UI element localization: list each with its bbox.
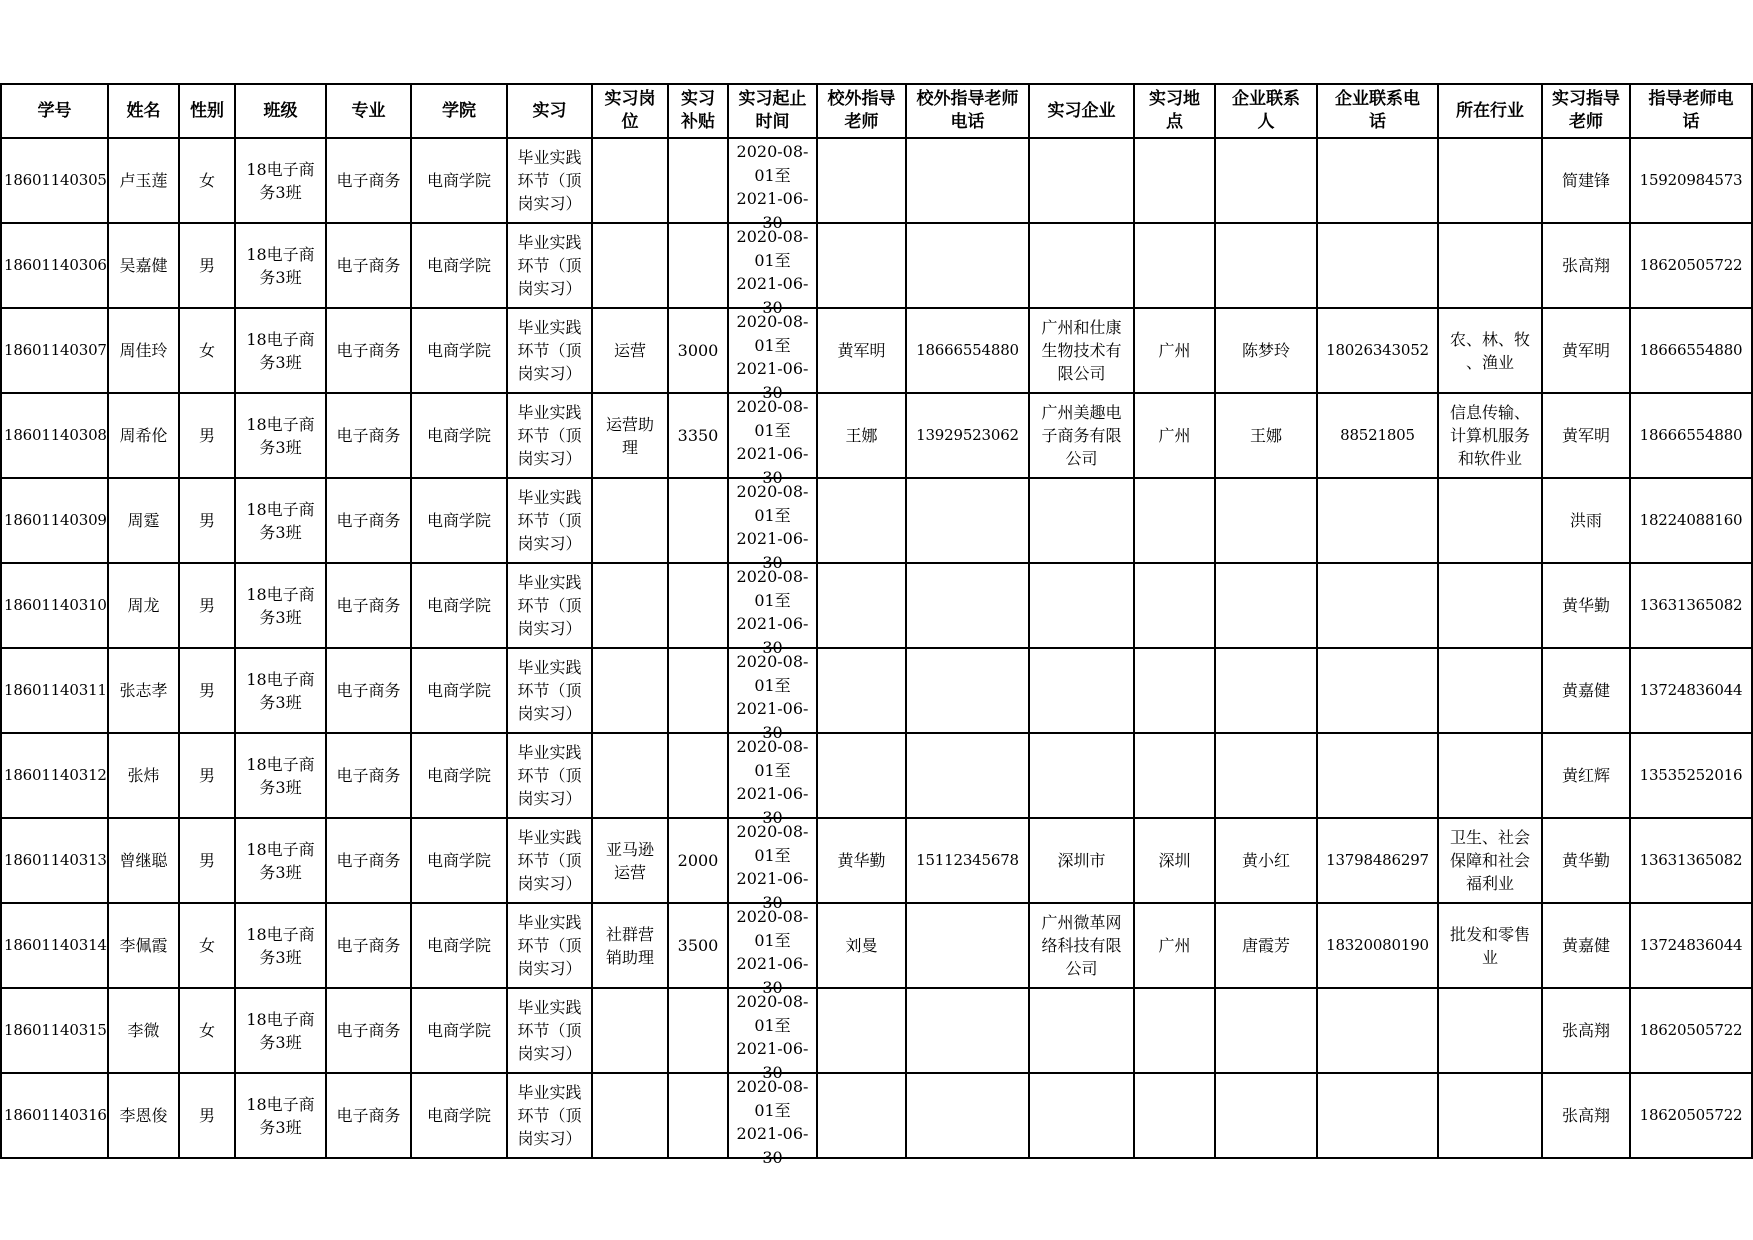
cell-external-mentor-phone: 13929523062 — [906, 393, 1029, 478]
cell-company — [1029, 988, 1134, 1073]
header-internship: 实习 — [507, 84, 592, 138]
cell-student-id: 18601140306 — [1, 223, 108, 308]
cell-industry: 信息传输、 计算机服务 和软件业 — [1438, 393, 1542, 478]
cell-advisor: 黄嘉健 — [1542, 648, 1630, 733]
cell-industry — [1438, 1073, 1542, 1158]
cell-period — [728, 733, 817, 827]
cell-advisor: 黄嘉健 — [1542, 903, 1630, 988]
cell-college: 电商学院 — [411, 478, 507, 563]
cell-external-mentor: 王娜 — [817, 393, 906, 478]
cell-company-contact — [1215, 733, 1317, 818]
cell-company-phone — [1317, 648, 1438, 733]
cell-class: 18电子商 务3班 — [235, 818, 326, 903]
cell-external-mentor — [817, 988, 906, 1073]
cell-location — [1134, 733, 1215, 818]
cell-company-phone: 18026343052 — [1317, 308, 1438, 393]
cell-company-contact — [1215, 1073, 1317, 1158]
header-subsidy: 实习 补贴 — [668, 84, 728, 138]
cell-company-phone: 13798486297 — [1317, 818, 1438, 903]
cell-internship: 毕业实践 环节（顶 岗实习） — [507, 733, 592, 818]
header-gender: 性别 — [179, 84, 235, 138]
cell-student-id: 18601140307 — [1, 308, 108, 393]
cell-period — [728, 308, 817, 402]
cell-company-contact — [1215, 138, 1317, 223]
period-text: 2020-08- 01至 2021-06- 30 — [736, 397, 809, 487]
cell-college: 电商学院 — [411, 563, 507, 648]
cell-industry: 批发和零售 业 — [1438, 903, 1542, 988]
cell-company-contact — [1215, 563, 1317, 648]
cell-gender: 男 — [179, 818, 235, 903]
cell-company-contact: 黄小红 — [1215, 818, 1317, 903]
header-college: 学院 — [411, 84, 507, 138]
cell-company-phone — [1317, 223, 1438, 308]
cell-advisor: 黄军明 — [1542, 308, 1630, 393]
cell-gender: 女 — [179, 138, 235, 223]
cell-subsidy: 3000 — [668, 308, 728, 393]
cell-company-contact — [1215, 223, 1317, 308]
cell-location — [1134, 478, 1215, 563]
cell-subsidy — [668, 1073, 728, 1158]
internship-sheet — [0, 83, 1753, 1167]
cell-company-contact — [1215, 988, 1317, 1073]
cell-student-id: 18601140310 — [1, 563, 108, 648]
period-text: 2020-08- 01至 2021-06- 30 — [736, 567, 809, 657]
cell-subsidy — [668, 563, 728, 648]
cell-period — [728, 903, 817, 997]
cell-subsidy — [668, 138, 728, 223]
period-text: 2020-08- 01至 2021-06- 30 — [736, 652, 809, 742]
cell-external-mentor-phone: 15112345678 — [906, 818, 1029, 903]
period-text: 2020-08- 01至 2021-06- 30 — [736, 142, 809, 232]
period-text: 2020-08- 01至 2021-06- 30 — [736, 482, 809, 572]
cell-company — [1029, 648, 1134, 733]
period-text: 2020-08- 01至 2021-06- 30 — [736, 1077, 809, 1167]
cell-external-mentor — [817, 648, 906, 733]
cell-company — [1029, 478, 1134, 563]
header-company-contact: 企业联系 人 — [1215, 84, 1317, 138]
cell-internship: 毕业实践 环节（顶 岗实习） — [507, 223, 592, 308]
cell-name: 周霆 — [108, 478, 179, 563]
header-location: 实习地 点 — [1134, 84, 1215, 138]
cell-external-mentor-phone — [906, 988, 1029, 1073]
header-external-mentor: 校外指导 老师 — [817, 84, 906, 138]
cell-period — [728, 478, 817, 572]
cell-advisor-phone: 18224088160 — [1630, 478, 1752, 563]
cell-external-mentor-phone — [906, 223, 1029, 308]
table-row — [1, 1073, 1752, 1158]
cell-location: 广州 — [1134, 308, 1215, 393]
cell-name: 张炜 — [108, 733, 179, 818]
cell-industry: 农、林、牧 、渔业 — [1438, 308, 1542, 393]
cell-student-id: 18601140312 — [1, 733, 108, 818]
cell-internship: 毕业实践 环节（顶 岗实习） — [507, 308, 592, 393]
cell-industry — [1438, 733, 1542, 818]
cell-class: 18电子商 务3班 — [235, 393, 326, 478]
cell-student-id: 18601140315 — [1, 988, 108, 1073]
cell-name: 李恩俊 — [108, 1073, 179, 1158]
cell-position — [592, 648, 668, 733]
cell-advisor: 黄军明 — [1542, 393, 1630, 478]
cell-major: 电子商务 — [326, 138, 411, 223]
cell-name: 周希伦 — [108, 393, 179, 478]
cell-class: 18电子商 务3班 — [235, 478, 326, 563]
cell-gender: 男 — [179, 478, 235, 563]
table-body — [1, 138, 1752, 1167]
cell-position: 亚马逊 运营 — [592, 818, 668, 903]
cell-period — [728, 563, 817, 657]
cell-college: 电商学院 — [411, 648, 507, 733]
cell-external-mentor — [817, 733, 906, 818]
cell-name: 周佳玲 — [108, 308, 179, 393]
cell-class: 18电子商 务3班 — [235, 223, 326, 308]
cell-class: 18电子商 务3班 — [235, 138, 326, 223]
cell-major: 电子商务 — [326, 478, 411, 563]
header-major: 专业 — [326, 84, 411, 138]
cell-advisor-phone: 18620505722 — [1630, 1073, 1752, 1158]
cell-advisor-phone: 18620505722 — [1630, 988, 1752, 1073]
cell-location — [1134, 648, 1215, 733]
cell-external-mentor-phone — [906, 648, 1029, 733]
cell-gender: 男 — [179, 223, 235, 308]
cell-name: 李佩霞 — [108, 903, 179, 988]
cell-college: 电商学院 — [411, 1073, 507, 1158]
table-row — [1, 818, 1752, 903]
cell-advisor: 洪雨 — [1542, 478, 1630, 563]
cell-advisor: 黄华勤 — [1542, 818, 1630, 903]
cell-internship: 毕业实践 环节（顶 岗实习） — [507, 903, 592, 988]
header-position: 实习岗 位 — [592, 84, 668, 138]
cell-company — [1029, 223, 1134, 308]
cell-company-contact: 唐霞芳 — [1215, 903, 1317, 988]
cell-student-id: 18601140308 — [1, 393, 108, 478]
cell-name: 曾继聪 — [108, 818, 179, 903]
cell-company-phone: 88521805 — [1317, 393, 1438, 478]
cell-major: 电子商务 — [326, 988, 411, 1073]
cell-gender: 女 — [179, 988, 235, 1073]
cell-period — [728, 648, 817, 742]
cell-external-mentor-phone — [906, 733, 1029, 818]
cell-location — [1134, 223, 1215, 308]
cell-major: 电子商务 — [326, 648, 411, 733]
cell-period — [728, 988, 817, 1082]
table-row — [1, 478, 1752, 563]
cell-college: 电商学院 — [411, 393, 507, 478]
table-row — [1, 223, 1752, 308]
cell-industry — [1438, 988, 1542, 1073]
cell-external-mentor-phone — [906, 903, 1029, 988]
cell-advisor: 黄华勤 — [1542, 563, 1630, 648]
cell-external-mentor — [817, 223, 906, 308]
table-row — [1, 733, 1752, 818]
header-name: 姓名 — [108, 84, 179, 138]
period-text: 2020-08- 01至 2021-06- 30 — [736, 737, 809, 827]
cell-position: 运营 — [592, 308, 668, 393]
cell-major: 电子商务 — [326, 223, 411, 308]
cell-advisor: 黄红辉 — [1542, 733, 1630, 818]
cell-location: 广州 — [1134, 393, 1215, 478]
header-class: 班级 — [235, 84, 326, 138]
cell-class: 18电子商 务3班 — [235, 733, 326, 818]
cell-period — [728, 223, 817, 317]
cell-college: 电商学院 — [411, 308, 507, 393]
internship-table — [0, 83, 1753, 1167]
table-row — [1, 903, 1752, 988]
cell-company-contact — [1215, 478, 1317, 563]
cell-name: 吴嘉健 — [108, 223, 179, 308]
header-row — [1, 84, 1752, 138]
cell-advisor: 张高翔 — [1542, 1073, 1630, 1158]
cell-industry: 卫生、社会 保障和社会 福利业 — [1438, 818, 1542, 903]
cell-company-contact: 王娜 — [1215, 393, 1317, 478]
cell-company-phone — [1317, 478, 1438, 563]
cell-position: 社群营 销助理 — [592, 903, 668, 988]
cell-gender: 男 — [179, 648, 235, 733]
header-company: 实习企业 — [1029, 84, 1134, 138]
period-text: 2020-08- 01至 2021-06- 30 — [736, 227, 809, 317]
cell-location: 广州 — [1134, 903, 1215, 988]
table-row — [1, 138, 1752, 223]
cell-advisor-phone: 18666554880 — [1630, 393, 1752, 478]
cell-location — [1134, 988, 1215, 1073]
cell-position — [592, 1073, 668, 1158]
cell-gender: 女 — [179, 903, 235, 988]
cell-advisor-phone: 13631365082 — [1630, 563, 1752, 648]
cell-company: 广州和仕康 生物技术有 限公司 — [1029, 308, 1134, 393]
table-row — [1, 393, 1752, 478]
cell-position — [592, 223, 668, 308]
cell-major: 电子商务 — [326, 1073, 411, 1158]
header-industry: 所在行业 — [1438, 84, 1542, 138]
cell-period — [728, 1073, 817, 1167]
cell-subsidy — [668, 733, 728, 818]
cell-external-mentor — [817, 563, 906, 648]
cell-external-mentor-phone — [906, 1073, 1029, 1158]
cell-internship: 毕业实践 环节（顶 岗实习） — [507, 138, 592, 223]
cell-position — [592, 733, 668, 818]
cell-college: 电商学院 — [411, 138, 507, 223]
cell-major: 电子商务 — [326, 733, 411, 818]
cell-internship: 毕业实践 环节（顶 岗实习） — [507, 393, 592, 478]
cell-name: 周龙 — [108, 563, 179, 648]
cell-location — [1134, 1073, 1215, 1158]
cell-location — [1134, 138, 1215, 223]
cell-external-mentor-phone: 18666554880 — [906, 308, 1029, 393]
cell-gender: 男 — [179, 733, 235, 818]
cell-period — [728, 393, 817, 487]
cell-external-mentor: 刘曼 — [817, 903, 906, 988]
table-row — [1, 308, 1752, 393]
cell-company — [1029, 563, 1134, 648]
cell-advisor-phone: 15920984573 — [1630, 138, 1752, 223]
cell-advisor: 张高翔 — [1542, 988, 1630, 1073]
cell-major: 电子商务 — [326, 903, 411, 988]
period-text: 2020-08- 01至 2021-06- 30 — [736, 312, 809, 402]
cell-company-phone — [1317, 138, 1438, 223]
cell-class: 18电子商 务3班 — [235, 648, 326, 733]
cell-student-id: 18601140313 — [1, 818, 108, 903]
cell-external-mentor: 黄军明 — [817, 308, 906, 393]
cell-college: 电商学院 — [411, 223, 507, 308]
cell-industry — [1438, 563, 1542, 648]
cell-company-phone — [1317, 563, 1438, 648]
cell-company-phone — [1317, 988, 1438, 1073]
cell-industry — [1438, 223, 1542, 308]
cell-position — [592, 478, 668, 563]
header-period: 实习起止 时间 — [728, 84, 817, 138]
cell-internship: 毕业实践 环节（顶 岗实习） — [507, 563, 592, 648]
cell-company: 广州美趣电 子商务有限 公司 — [1029, 393, 1134, 478]
cell-name: 李微 — [108, 988, 179, 1073]
cell-student-id: 18601140309 — [1, 478, 108, 563]
cell-external-mentor — [817, 138, 906, 223]
header-student-id: 学号 — [1, 84, 108, 138]
cell-company — [1029, 733, 1134, 818]
cell-major: 电子商务 — [326, 393, 411, 478]
cell-advisor-phone: 18620505722 — [1630, 223, 1752, 308]
header-advisor: 实习指导 老师 — [1542, 84, 1630, 138]
cell-location: 深圳 — [1134, 818, 1215, 903]
cell-student-id: 18601140311 — [1, 648, 108, 733]
cell-student-id: 18601140316 — [1, 1073, 108, 1158]
cell-gender: 男 — [179, 393, 235, 478]
cell-name: 卢玉莲 — [108, 138, 179, 223]
header-external-mentor-phone: 校外指导老师 电话 — [906, 84, 1029, 138]
cell-position: 运营助 理 — [592, 393, 668, 478]
cell-subsidy — [668, 988, 728, 1073]
cell-external-mentor-phone — [906, 478, 1029, 563]
cell-subsidy: 2000 — [668, 818, 728, 903]
cell-internship: 毕业实践 环节（顶 岗实习） — [507, 1073, 592, 1158]
cell-industry — [1438, 648, 1542, 733]
cell-advisor-phone: 13724836044 — [1630, 648, 1752, 733]
cell-class: 18电子商 务3班 — [235, 563, 326, 648]
cell-major: 电子商务 — [326, 563, 411, 648]
cell-gender: 女 — [179, 308, 235, 393]
cell-class: 18电子商 务3班 — [235, 903, 326, 988]
cell-student-id: 18601140305 — [1, 138, 108, 223]
cell-period — [728, 138, 817, 232]
cell-company — [1029, 138, 1134, 223]
cell-subsidy — [668, 648, 728, 733]
cell-class: 18电子商 务3班 — [235, 308, 326, 393]
cell-advisor-phone: 13535252016 — [1630, 733, 1752, 818]
cell-external-mentor — [817, 478, 906, 563]
header-advisor-phone: 指导老师电 话 — [1630, 84, 1752, 138]
cell-name: 张志孝 — [108, 648, 179, 733]
table-row — [1, 563, 1752, 648]
cell-subsidy — [668, 478, 728, 563]
cell-company — [1029, 1073, 1134, 1158]
cell-period — [728, 818, 817, 912]
cell-gender: 男 — [179, 1073, 235, 1158]
cell-college: 电商学院 — [411, 818, 507, 903]
cell-college: 电商学院 — [411, 903, 507, 988]
cell-company-contact: 陈梦玲 — [1215, 308, 1317, 393]
cell-subsidy — [668, 223, 728, 308]
cell-internship: 毕业实践 环节（顶 岗实习） — [507, 818, 592, 903]
cell-internship: 毕业实践 环节（顶 岗实习） — [507, 478, 592, 563]
cell-company-phone: 18320080190 — [1317, 903, 1438, 988]
cell-college: 电商学院 — [411, 988, 507, 1073]
cell-advisor: 张高翔 — [1542, 223, 1630, 308]
cell-college: 电商学院 — [411, 733, 507, 818]
cell-subsidy: 3500 — [668, 903, 728, 988]
cell-advisor-phone: 13724836044 — [1630, 903, 1752, 988]
cell-advisor-phone: 18666554880 — [1630, 308, 1752, 393]
cell-external-mentor — [817, 1073, 906, 1158]
cell-company: 深圳市 — [1029, 818, 1134, 903]
cell-external-mentor-phone — [906, 563, 1029, 648]
cell-external-mentor: 黄华勤 — [817, 818, 906, 903]
cell-subsidy: 3350 — [668, 393, 728, 478]
cell-class: 18电子商 务3班 — [235, 1073, 326, 1158]
cell-gender: 男 — [179, 563, 235, 648]
cell-advisor-phone: 13631365082 — [1630, 818, 1752, 903]
cell-class: 18电子商 务3班 — [235, 988, 326, 1073]
cell-industry — [1438, 478, 1542, 563]
cell-major: 电子商务 — [326, 818, 411, 903]
cell-external-mentor-phone — [906, 138, 1029, 223]
table-row — [1, 988, 1752, 1073]
cell-position — [592, 988, 668, 1073]
cell-major: 电子商务 — [326, 308, 411, 393]
cell-industry — [1438, 138, 1542, 223]
cell-internship: 毕业实践 环节（顶 岗实习） — [507, 648, 592, 733]
cell-location — [1134, 563, 1215, 648]
cell-internship: 毕业实践 环节（顶 岗实习） — [507, 988, 592, 1073]
period-text: 2020-08- 01至 2021-06- 30 — [736, 992, 809, 1082]
table-row — [1, 648, 1752, 733]
cell-company-phone — [1317, 733, 1438, 818]
header-company-phone: 企业联系电 话 — [1317, 84, 1438, 138]
cell-advisor: 简建锋 — [1542, 138, 1630, 223]
cell-company-phone — [1317, 1073, 1438, 1158]
cell-company-contact — [1215, 648, 1317, 733]
period-text: 2020-08- 01至 2021-06- 30 — [736, 907, 809, 997]
cell-student-id: 18601140314 — [1, 903, 108, 988]
cell-position — [592, 138, 668, 223]
cell-position — [592, 563, 668, 648]
period-text: 2020-08- 01至 2021-06- 30 — [736, 822, 809, 912]
cell-company: 广州微革网 络科技有限 公司 — [1029, 903, 1134, 988]
